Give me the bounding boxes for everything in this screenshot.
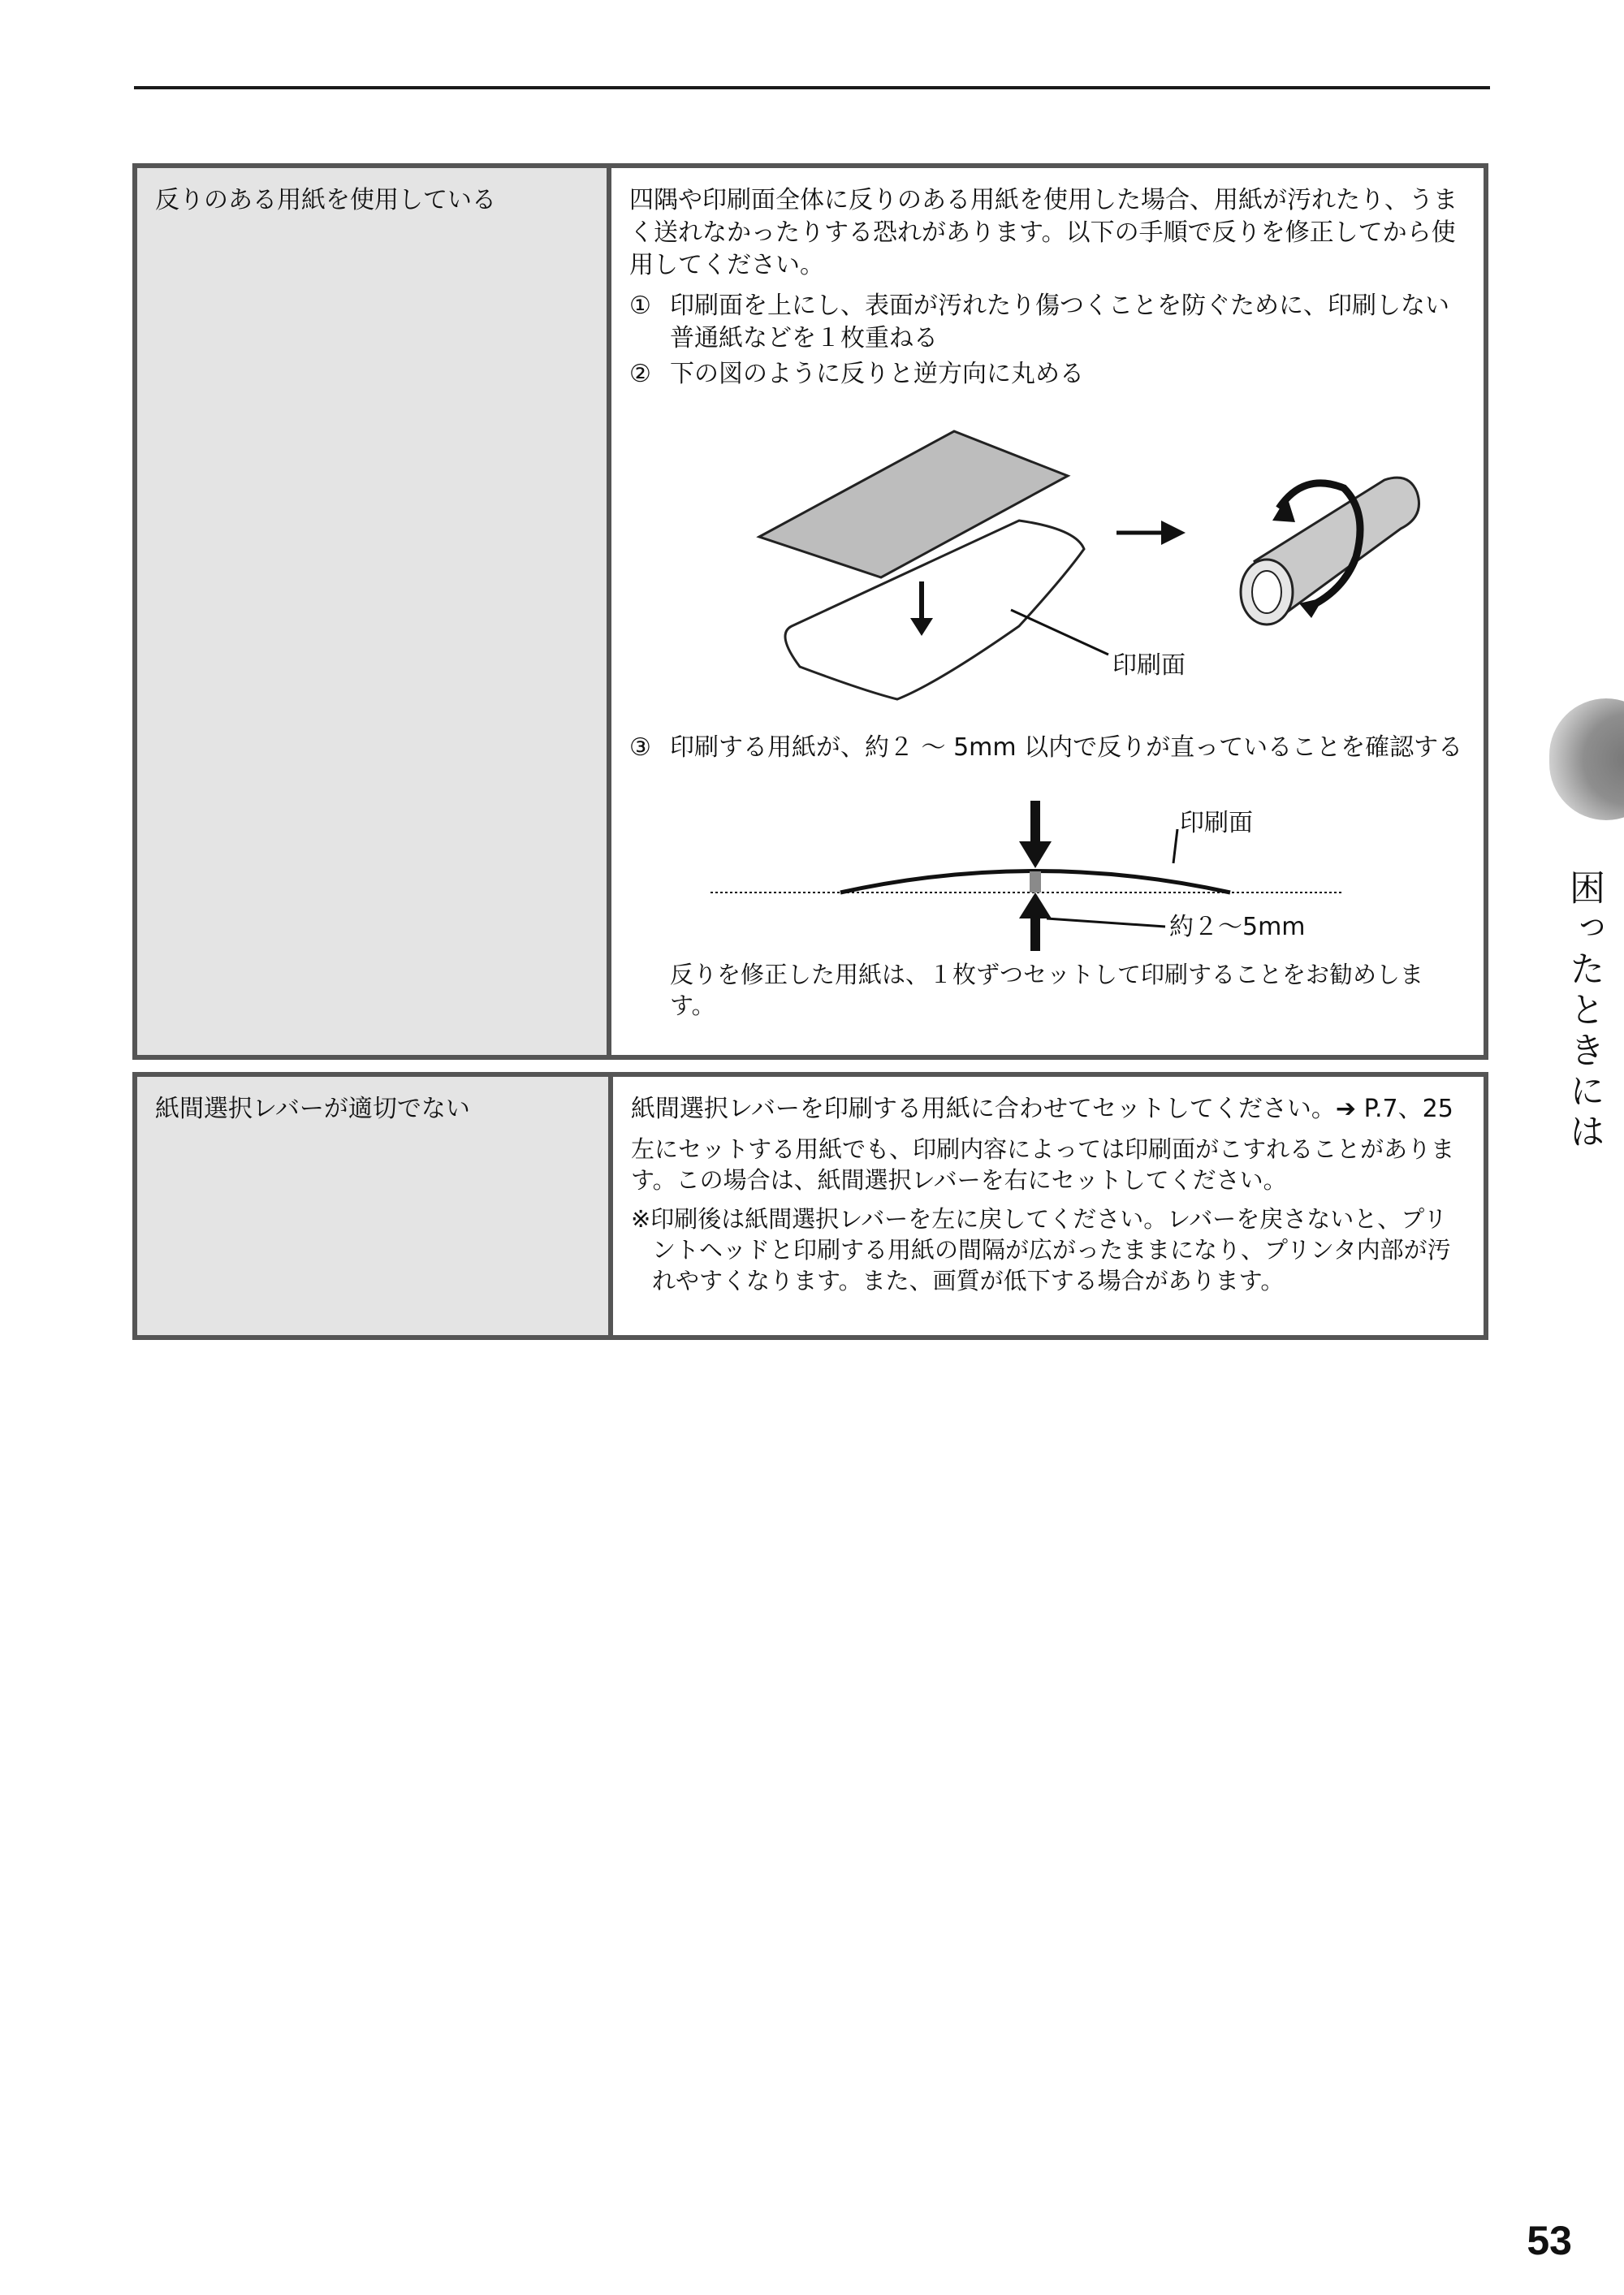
step-item	[629, 358, 1466, 391]
remedy-cell	[613, 1077, 1484, 1335]
remedy-cell	[611, 168, 1484, 1055]
troubleshoot-row-curled-paper	[132, 163, 1488, 1060]
print-side-label: 印刷面	[1180, 809, 1253, 837]
remedy-paragraph: 紙間選択レバーを印刷する用紙に合わせてセットしてください。➔ P.7、25	[631, 1095, 1453, 1123]
right-arrow-icon	[1161, 521, 1186, 545]
cause-text: 紙間選択レバーが適切でない	[155, 1095, 470, 1123]
remedy-paragraph: 左にセットする用紙でも、印刷内容によっては印刷面がこすれることがあります。この場合は、紙間選択レバーを右にセットしてください。	[631, 1135, 1455, 1194]
step-number: ②	[629, 360, 651, 388]
chapter-tab-marker	[1549, 698, 1624, 820]
curl-measure-illustration	[710, 797, 1360, 951]
step-text: 印刷面を上にし、表面が汚れたり傷つくことを防ぐために、印刷しない普通紙などを１枚重ねる	[670, 292, 1449, 352]
step-text: 印刷する用紙が、約２ ～ 5mm 以内で反りが直っていることを確認する	[670, 733, 1463, 762]
print-side-label: 印刷面	[1112, 651, 1186, 680]
cause-cell	[137, 1077, 613, 1335]
cause-text: 反りのある用紙を使用している	[155, 186, 496, 214]
cause-cell	[137, 168, 611, 1055]
remedy-intro: 四隅や印刷面全体に反りのある用紙を使用した場合、用紙が汚れたり、うまく送れなかったりする恐れがあります。以下の手順で反りを修正してから使用してください。	[629, 186, 1458, 279]
up-arrow-icon	[1019, 892, 1052, 918]
step-number: ①	[629, 292, 651, 320]
step-text: 下の図のように反りと逆方向に丸める	[670, 360, 1084, 388]
remedy-note: ※印刷後は紙間選択レバーを左に戻してください。レバーを戻さないと、プリントヘッドと印刷する用紙の間隔が広がったままになり、プリンタ内部が汚れやすくなります。また、画質が低下する場合があります。	[631, 1205, 1451, 1294]
chapter-label: 困ったときには	[1563, 869, 1605, 1153]
tip-text: 反りを修正した用紙は、１枚ずつセットして印刷することをお勧めします。	[670, 961, 1424, 1019]
step-item	[629, 290, 1466, 355]
page-number: 53	[1527, 2218, 1572, 2263]
troubleshoot-row-lever	[132, 1072, 1488, 1340]
gap-marker	[1030, 871, 1041, 892]
down-arrow-icon	[1019, 841, 1052, 868]
header-rule	[134, 86, 1490, 89]
step-number: ③	[629, 733, 651, 762]
decurl-illustration	[694, 415, 1466, 724]
step-item	[629, 732, 1466, 764]
curl-tolerance-label: 約２～5mm	[1169, 913, 1306, 941]
